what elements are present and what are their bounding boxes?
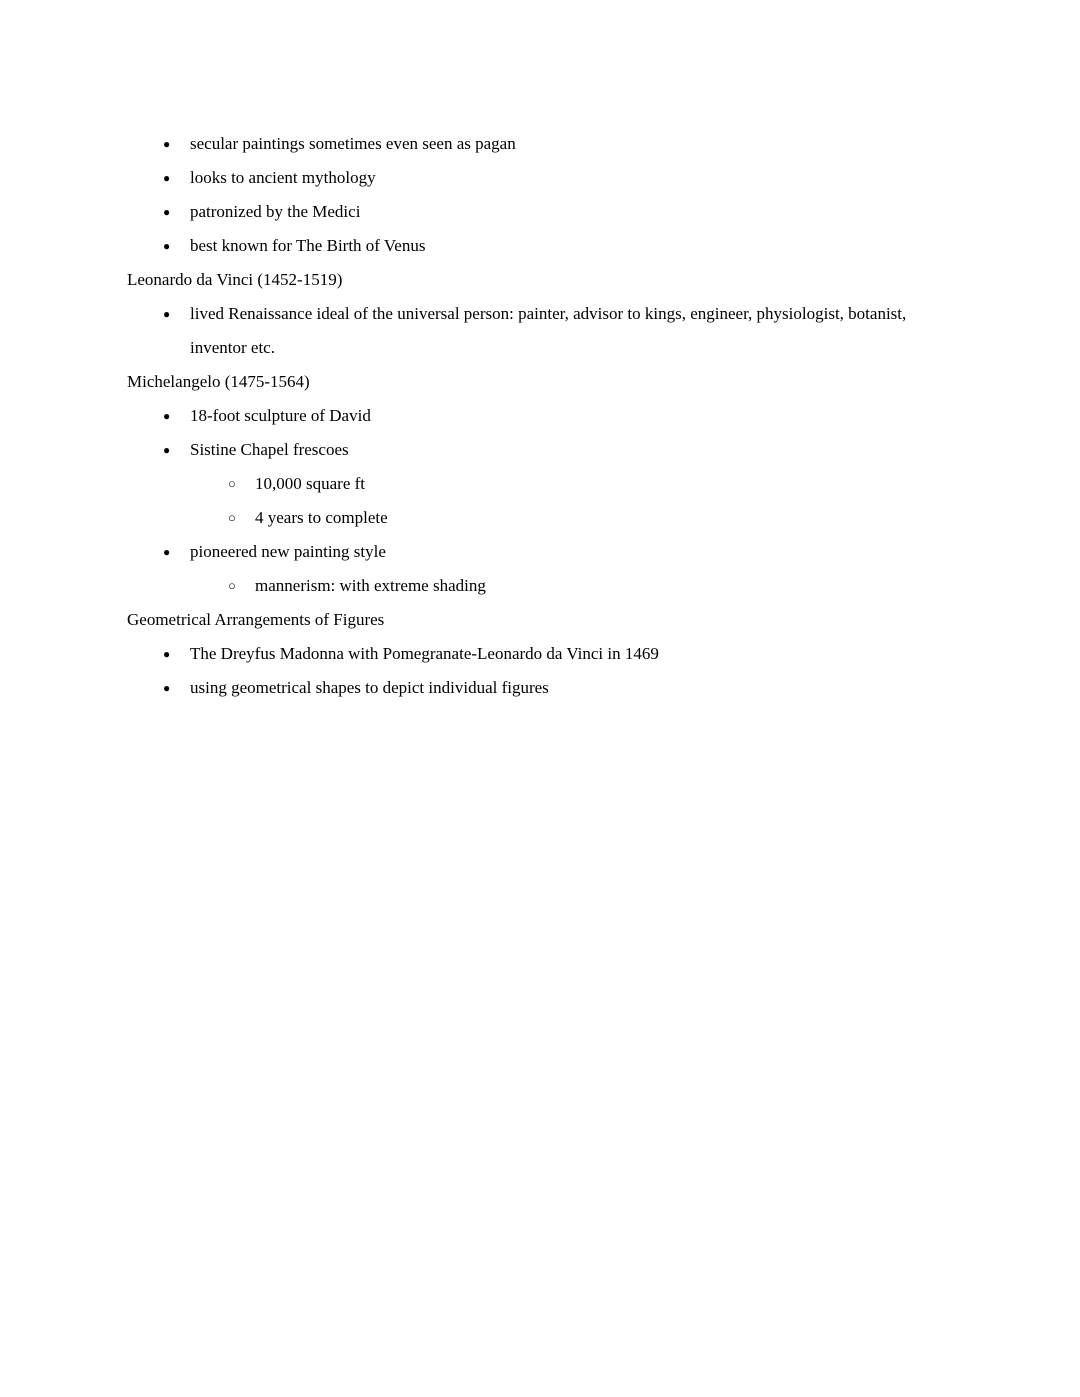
line-text: looks to ancient mythology bbox=[190, 168, 376, 187]
list-item bbox=[163, 127, 965, 161]
line-text: best known for The Birth of Venus bbox=[190, 236, 426, 255]
list-item bbox=[163, 671, 965, 705]
line-text: lived Renaissance ideal of the universal person: painter, advisor to kings, engineer, physiologist, botanist, inventor etc. bbox=[190, 304, 907, 357]
list-item bbox=[163, 229, 965, 263]
section-heading bbox=[127, 365, 965, 399]
line-text: secular paintings sometimes even seen as pagan bbox=[190, 134, 516, 153]
line-text: 4 years to complete bbox=[255, 508, 388, 527]
line-text: patronized by the Medici bbox=[190, 202, 361, 221]
filled-bullet-icon: ● bbox=[163, 647, 171, 661]
list-item bbox=[163, 399, 965, 433]
list-item bbox=[163, 297, 965, 365]
line-text: Sistine Chapel frescoes bbox=[190, 440, 349, 459]
filled-bullet-icon: ● bbox=[163, 681, 171, 695]
line-text: mannerism: with extreme shading bbox=[255, 576, 486, 595]
list-item bbox=[163, 637, 965, 671]
filled-bullet-icon: ● bbox=[163, 137, 171, 151]
list-item bbox=[163, 161, 965, 195]
document-lines bbox=[127, 127, 965, 705]
line-text: pioneered new painting style bbox=[190, 542, 386, 561]
list-item bbox=[228, 569, 965, 603]
filled-bullet-icon: ● bbox=[163, 409, 171, 423]
filled-bullet-icon: ● bbox=[163, 307, 171, 321]
filled-bullet-icon: ● bbox=[163, 239, 171, 253]
line-text: 18-foot sculpture of David bbox=[190, 406, 371, 425]
open-bullet-icon: ○ bbox=[228, 578, 236, 593]
list-item bbox=[228, 501, 965, 535]
list-item bbox=[228, 467, 965, 501]
list-item bbox=[163, 195, 965, 229]
open-bullet-icon: ○ bbox=[228, 510, 236, 525]
section-heading bbox=[127, 263, 965, 297]
section-heading bbox=[127, 603, 965, 637]
filled-bullet-icon: ● bbox=[163, 443, 171, 457]
filled-bullet-icon: ● bbox=[163, 171, 171, 185]
line-text: The Dreyfus Madonna with Pomegranate-Leonardo da Vinci in 1469 bbox=[190, 644, 659, 663]
list-item bbox=[163, 535, 965, 569]
line-text: Leonardo da Vinci (1452-1519) bbox=[127, 270, 343, 289]
line-text: using geometrical shapes to depict individual figures bbox=[190, 678, 549, 697]
open-bullet-icon: ○ bbox=[228, 476, 236, 491]
line-text: Michelangelo (1475-1564) bbox=[127, 372, 310, 391]
line-text: 10,000 square ft bbox=[255, 474, 366, 493]
filled-bullet-icon: ● bbox=[163, 545, 171, 559]
filled-bullet-icon: ● bbox=[163, 205, 171, 219]
line-text: Geometrical Arrangements of Figures bbox=[127, 610, 385, 629]
list-item bbox=[163, 433, 965, 467]
